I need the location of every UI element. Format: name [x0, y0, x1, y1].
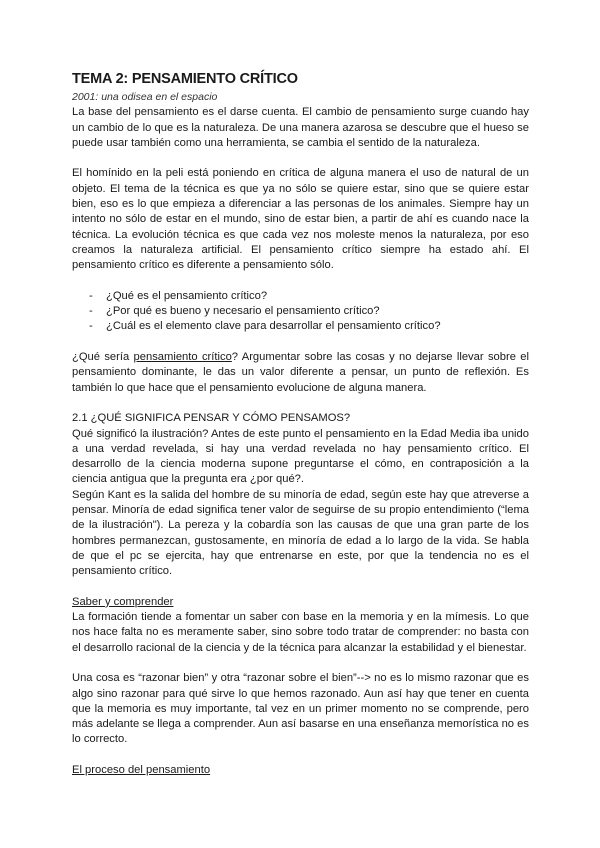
question-list [72, 289, 529, 335]
paragraph: El homínido en la peli está poniendo en crítica de alguna manera el uso de natural de un objeto. El tema de la técnica es que ya no sólo se quiere estar, sino que se quiere estar bien, eso es lo que empieza a diferenciar a las personas de los animales. Siempre hay un intento no sólo de estar en el mundo, sino de estar bien, a partir de ahí es cuando nace la técnica. La evolución técnica es que cada vez nos moleste menos la naturaleza, por eso creamos la naturaleza artificial. El pensamiento crítico siempre ha estado ahí. El pensamiento crítico es diferente a pensamiento sólo. [72, 167, 529, 272]
subsection-heading: Saber y comprender [72, 595, 174, 608]
paragraph: Según Kant es la salida del hombre de su minoría de edad, según este hay que atreverse a pensar. Minoría de edad significa tener valor de seguirse de su propio entendimiento (“lema de la ilustración"). La pereza y la cobardía son las causas de que una gran parte de los hombres permanezcan, gustosamente, en minoría de edad a lo largo de la vida. Se habla de que el pc se ejercita, hay que entrenarse en este, por que la tendencia no es el pensamiento crítico. [72, 488, 529, 578]
list-item: - ¿Qué es el pensamiento crítico? [89, 289, 529, 304]
list-item: - ¿Cuál es el elemento clave para desarrollar el pensamiento crítico? [89, 319, 529, 334]
underlined-term: pensamiento crítico [133, 351, 232, 364]
paragraph: La formación tiende a fomentar un saber con base en la memoria y en la mímesis. Lo que nos hace falta no es meramente saber, sino sobre todo tratar de comprender: no basta con el desarrollo racional de la ciencia y de la técnica para alcanzar la estabilidad y el bienestar. [72, 611, 529, 654]
subtitle: 2001: una odisea en el espacio [72, 91, 218, 103]
document-page [72, 70, 529, 778]
paragraph [72, 350, 529, 396]
list-item: - ¿Por qué es bueno y necesario el pensamiento crítico? [89, 304, 529, 319]
text: ¿Qué sería [72, 351, 134, 364]
text: ? Argumentar sobre las cosas y no dejarse llevar sobre el pensamiento dominante, le das un valor diferente a pensar, un punto de reflexión. Es también lo que hace que el pensamiento evolucione de alguna manera. [72, 351, 529, 394]
document-title: TEMA 2: PENSAMIENTO CRÍTICO [72, 71, 298, 87]
paragraph: Qué significó la ilustración? Antes de este punto el pensamiento en la Edad Media iba unido a una verdad revelada, si hay una verdad revelada no hay pensamiento crítico. El desarrollo de la ciencia moderna supone preguntarse el cómo, en contraposición a la ciencia antigua que la pregunta era ¿por qué?. [72, 427, 529, 486]
paragraph: Una cosa es “razonar bien” y otra “razonar sobre el bien”--> no es lo mismo razonar que es algo sino razonar para qué sirve lo que hemos razonado. Aun así hay que tener en cuenta que la memoria es muy importante, tal vez en un primer momento no se comprende, pero más adelante se llega a comprender. Aun así basarse en una enseñanza memorística no es lo correcto. [72, 672, 529, 746]
subsection-heading: El proceso del pensamiento [72, 764, 211, 777]
paragraph: La base del pensamiento es el darse cuenta. El cambio de pensamiento surge cuando hay un cambio de lo que es la naturaleza. De una manera azarosa se descubre que el hueso se puede usar también como una herramienta, se cambia el sentido de la naturaleza. [72, 106, 529, 149]
section-heading: 2.1 ¿QUÉ SIGNIFICA PENSAR Y CÓMO PENSAMOS? [72, 412, 351, 425]
